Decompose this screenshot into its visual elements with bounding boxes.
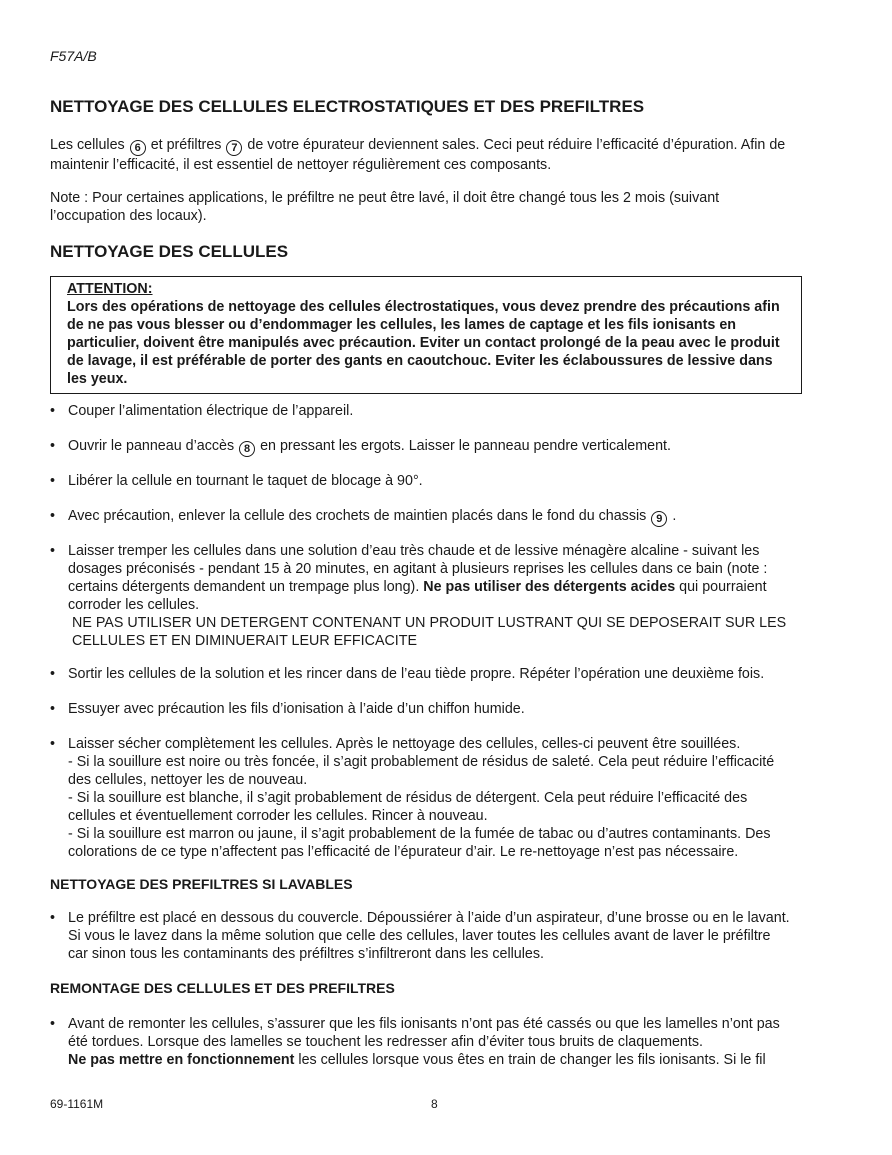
bullet-icon: • [50,736,56,752]
bullet-icon: • [50,666,56,682]
warning-box [50,276,802,394]
list-item-text: Essuyer avec précaution les fils d’ionisation à l’aide d’un chiffon humide. [68,701,525,717]
list-item-text-b: qui pourraient corroder les cellules. [68,579,767,613]
list-item-text: Couper l’alimentation électrique de l’appareil. [68,403,354,419]
list-item-text [68,1015,790,1069]
section-title-cleaning: NETTOYAGE DES CELLULES ELECTROSTATIQUES ET DES PREFILTRES [50,97,645,116]
list-item-text-b: en pressant les ergots. Laisser le panneau pendre verticalement. [260,438,671,454]
warning-emphasis: Ne pas utiliser des détergents acides [423,579,676,595]
callout-8-icon: 8 [239,441,255,457]
list-item-text [68,542,790,650]
model-number: F57A/B [50,48,97,64]
bullet-icon: • [50,543,56,559]
list-item-text-a: Avec précaution, enlever la cellule des crochets de maintien placés dans le fond du chassis [68,508,647,524]
list-item-text-a: Laisser tremper les cellules dans une solution d’eau très chaude et de lessive ménagère alcaline - suivant les dosages préconisés - pendant 15 à 20 minutes, en agitant à plusieurs reprises les cellules dans ce bain (note : certains détergents demandent un trempage plus long). [68,543,768,595]
bullet-icon: • [50,473,56,489]
bullet-icon: • [50,438,56,454]
bullet-icon: • [50,403,56,419]
list-item-text-b: les cellules lorsque vous êtes en train de changer les fils ionisants. Si le fil [298,1052,766,1068]
bullet-icon: • [50,508,56,524]
list-item-line: - Si la souillure est marron ou jaune, il s’agit probablement de la fumée de tabac ou d’autres contaminants. Des colorations de ce type n’affectent pas l’efficacité de l’épurateur d’air. Le re-nettoyage n’est pas nécessaire. [68,826,771,860]
list-item [50,402,790,420]
callout-9-icon: 9 [651,511,667,527]
bullet-icon: • [50,701,56,717]
list-item [50,542,790,650]
list-item-line: - Si la souillure est noire ou très foncée, il s’agit probablement de résidus de saleté. Cela peut réduire l’efficacité des cellules, nettoyer les de nouveau. [68,754,775,788]
intro-text-b: et préfiltres [150,137,222,153]
warning-title: ATTENTION: [67,281,153,297]
caps-warning: NE PAS UTILISER UN DETERGENT CONTENANT UN PRODUIT LUSTRANT QUI SE DEPOSERAIT SUR LES CELLULES ET EN DIMINUERAIT LEUR EFFICACITE [72,615,787,649]
list-item [50,507,790,527]
list-item [50,700,790,718]
list-item [50,735,790,861]
intro-paragraph [50,136,790,174]
warning-emphasis: Ne pas mettre en fonctionnement [68,1052,295,1068]
list-item-text [68,437,790,457]
list-item-text-a: Ouvrir le panneau d’accès [68,438,235,454]
list-item-text-a: Avant de remonter les cellules, s’assurer que les fils ionisants n’ont pas été cassés ou que les lamelles n’ont pas été tordues. Lorsque des lamelles se touchent les redresser afin d’éviter tous bruits de claquements. [68,1016,780,1050]
list-item-text: Libérer la cellule en tournant le taquet de blocage à 90°. [68,473,423,489]
section-title-reassembly: REMONTAGE DES CELLULES ET DES PREFILTRES [50,980,395,996]
callout-6-icon: 6 [130,140,146,156]
list-item-text [68,735,790,861]
list-item-line: Laisser sécher complètement les cellules. Après le nettoyage des cellules, celles-ci peuvent être souillées. [68,736,741,752]
list-item-text-b: . [672,508,677,524]
intro-text-a: Les cellules [50,137,125,153]
list-item [50,1015,790,1069]
list-item-text: Sortir les cellules de la solution et les rincer dans de l’eau tiède propre. Répéter l’opération une deuxième fois. [68,666,765,682]
list-item-text [68,507,790,527]
intro-text-c: de votre épurateur deviennent sales. Ceci peut réduire l’efficacité d’épuration. Afin de maintenir l’efficacité, il est essentiel de nettoyer régulièrement ces composants. [50,137,786,173]
bullet-icon: • [50,910,56,926]
warning-body: Lors des opérations de nettoyage des cellules électrostatiques, vous devez prendre des précautions afin de ne pas vous blesser ou d’endommager les cellules, les lames de captage et les fils ionisants en particulier, doivent être manipulés avec précaution. Eviter un contact prolongé de la peau avec le produit de lavage, il est préférable de porter des gants en caoutchouc. Eviter les éclaboussures de lessive dans les yeux. [67,299,780,387]
note-paragraph: Note : Pour certaines applications, le préfiltre ne peut être lavé, il doit être changé tous les 2 mois (suivant l’occupation des locaux). [50,190,720,224]
page-number: 8 [431,1097,438,1111]
list-item [50,909,790,963]
list-item [50,665,790,683]
list-item [50,472,790,490]
list-item [50,437,790,457]
bullet-icon: • [50,1016,56,1032]
callout-7-icon: 7 [226,140,242,156]
list-item-line: - Si la souillure est blanche, il s’agit probablement de résidus de détergent. Cela peut réduire l’efficacité des cellules et éventuellement corroder les cellules. Rincer à nouveau. [68,790,748,824]
doc-number: 69-1161M [50,1097,104,1111]
list-item-text: Le préfiltre est placé en dessous du couvercle. Dépoussiérer à l’aide d’un aspirateur, d’une brosse ou en le lavant. Si vous le lavez dans la même solution que celle des cellules, laver toutes les cellules avant de laver le préfiltre car sinon tous les contaminants des préfiltres s’infiltreront dans les cellules. [68,910,790,962]
section-title-cells: NETTOYAGE DES CELLULES [50,242,289,261]
section-title-prefilters: NETTOYAGE DES PREFILTRES SI LAVABLES [50,876,353,892]
